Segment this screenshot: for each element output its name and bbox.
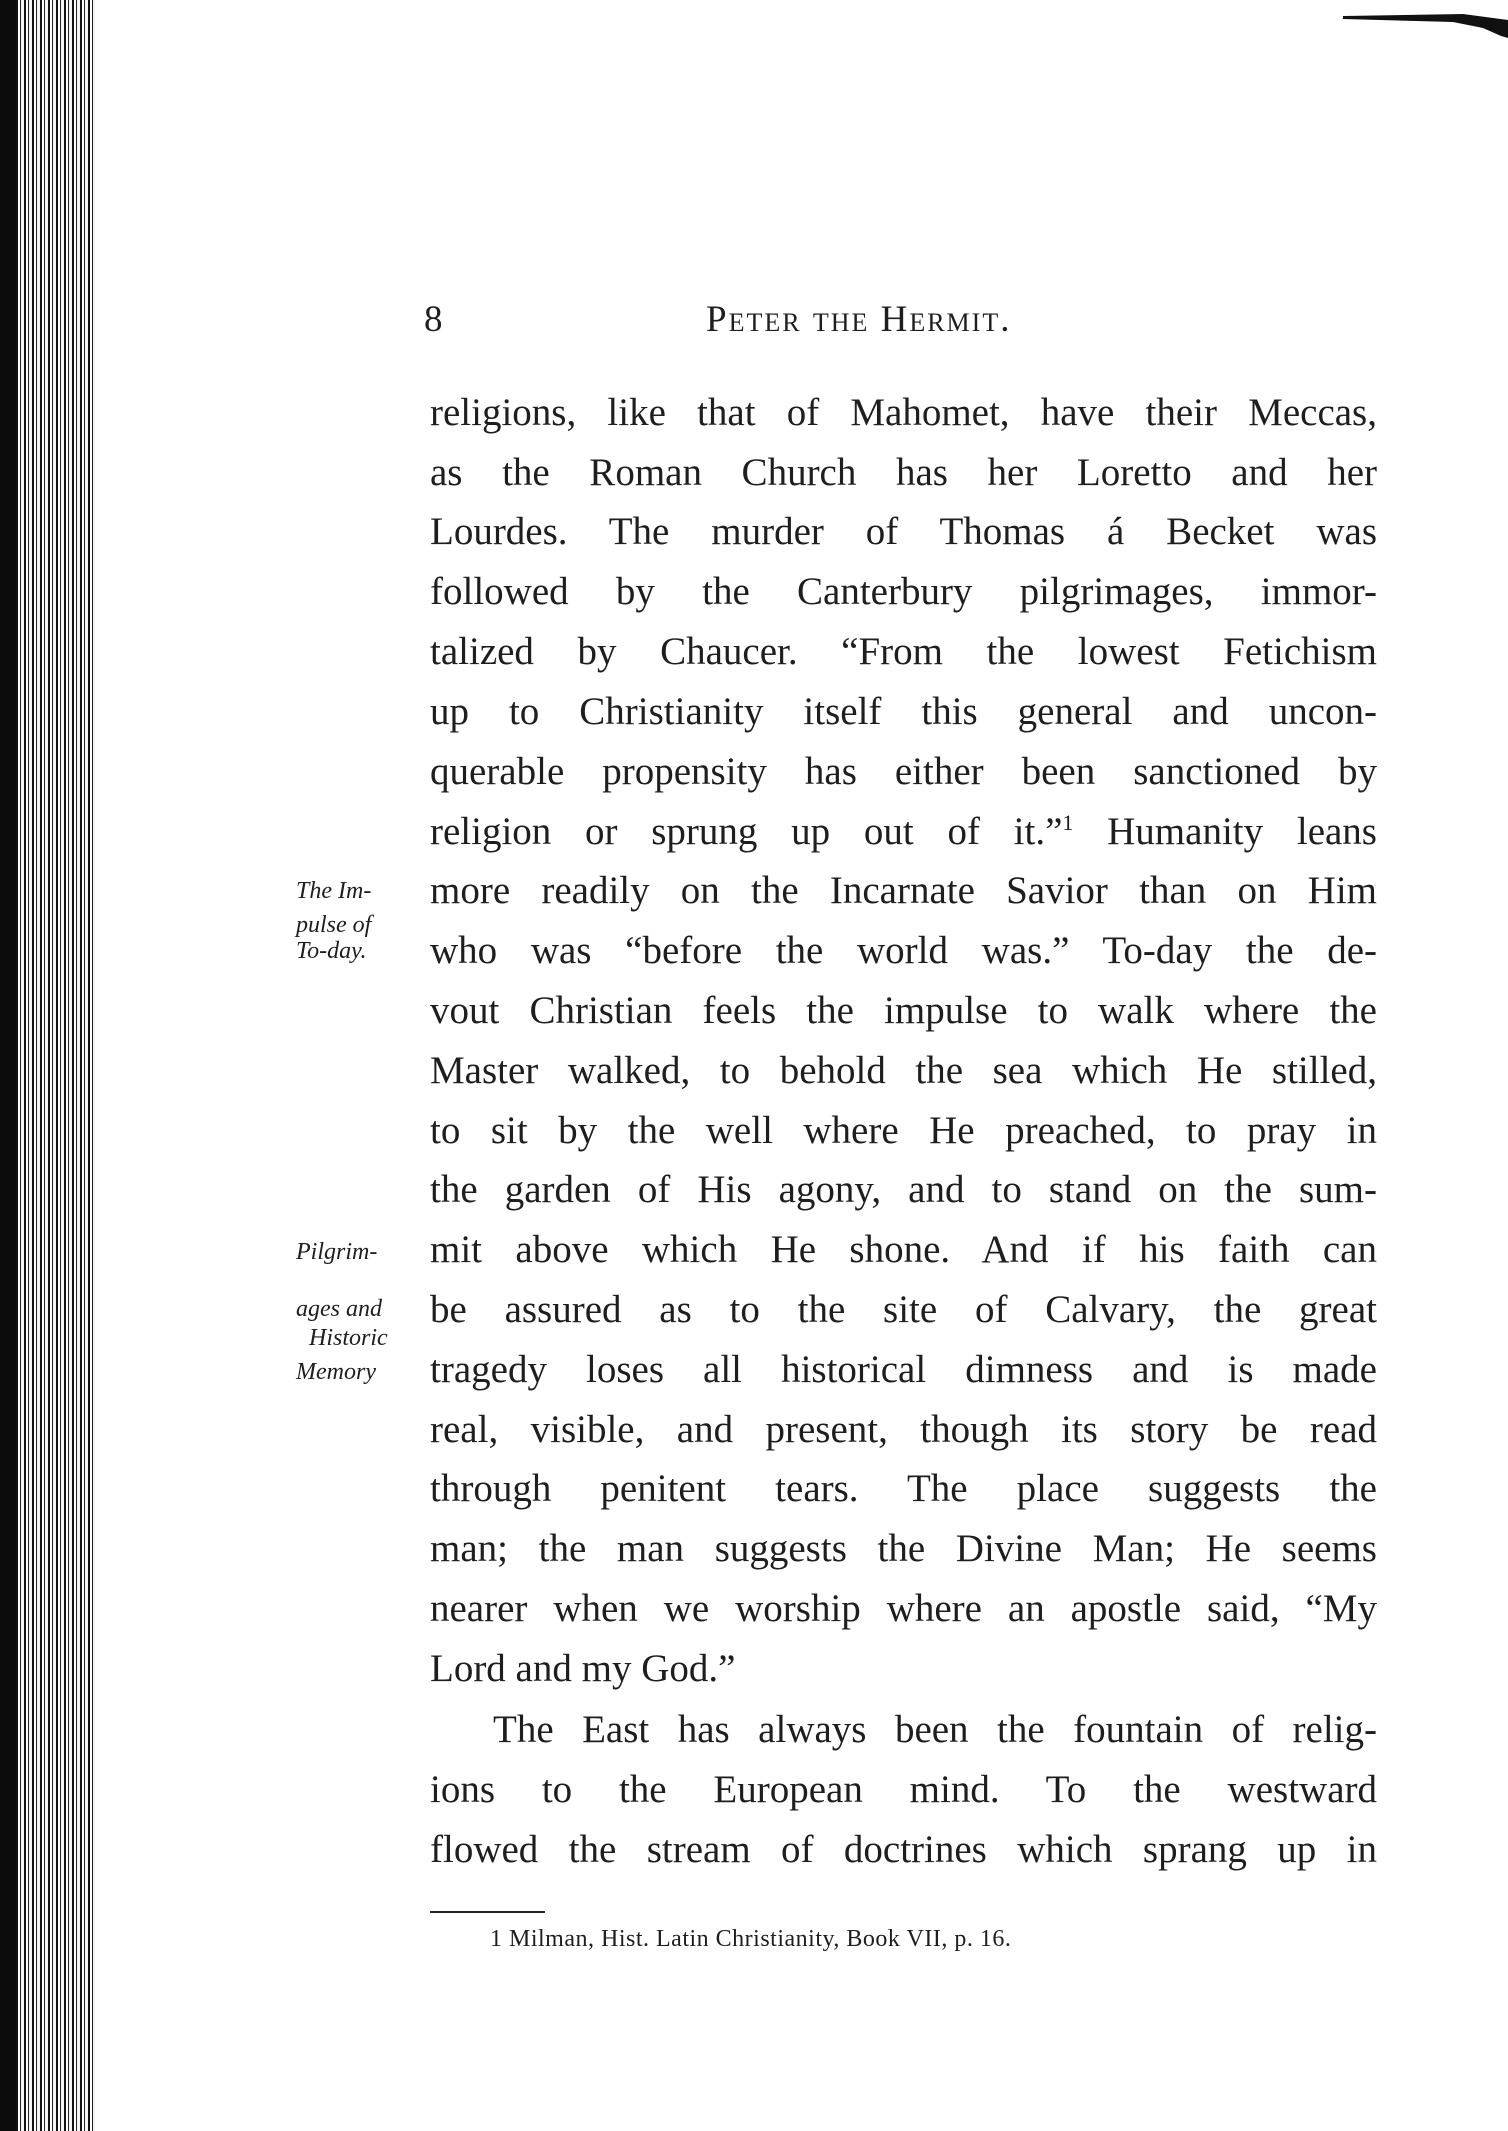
text-line: ions to the European mind. To the westward (430, 1768, 1377, 1811)
text-line: the garden of His agony, and to stand on the sum- (430, 1168, 1377, 1211)
sidenote-line: The Im- (296, 878, 372, 904)
text-line: Lord and my God.” (430, 1647, 736, 1690)
text-line: querable propensity has either been sanctioned by (430, 750, 1377, 793)
text-line: be assured as to the site of Calvary, the great (430, 1288, 1377, 1331)
binding-shadow (0, 0, 16, 2131)
text-line: through penitent tears. The place suggests the (430, 1467, 1377, 1510)
text-line: who was “before the world was.” To-day the de- (430, 929, 1377, 972)
sidenote-line: To-day. (296, 938, 367, 964)
text-line: to sit by the well where He preached, to pray in (430, 1109, 1377, 1152)
footnote-reference: 1 (1062, 810, 1074, 835)
sidenote-line: Pilgrim- (296, 1239, 378, 1265)
text-line: man; the man suggests the Divine Man; He seems (430, 1527, 1377, 1570)
text-line: real, visible, and present, though its story be read (430, 1408, 1377, 1451)
text-line: followed by the Canterbury pilgrimages, immor- (430, 570, 1377, 613)
text-line: as the Roman Church has her Loretto and her (430, 451, 1377, 494)
text-line: mit above which He shone. And if his faith can (430, 1228, 1377, 1271)
text-fragment: Humanity leans (1107, 810, 1377, 853)
footnote-rule (430, 1911, 545, 1913)
sidenote-line: Memory (296, 1359, 376, 1385)
sidenote-line: Historic (309, 1325, 388, 1351)
text-line: more readily on the Incarnate Savior than on Him (430, 869, 1377, 912)
text-fragment: religion or sprung up out of it.” (430, 810, 1063, 853)
text-line: vout Christian feels the impulse to walk where the (430, 989, 1377, 1032)
footnote-marker: 1 (490, 1926, 503, 1952)
footnote-text: Milman, Hist. Latin Christianity, Book VII, p. 16. (509, 1926, 1012, 1952)
page-header (424, 298, 1104, 348)
text-line: flowed the stream of doctrines which sprang up in (430, 1828, 1377, 1871)
text-line: talized by Chaucer. “From the lowest Fetichism (430, 630, 1377, 673)
running-title: Peter the Hermit. (706, 299, 1012, 340)
text-line: Lourdes. The murder of Thomas á Becket was (430, 510, 1377, 553)
text-line: nearer when we worship where an apostle said, “My (430, 1587, 1377, 1630)
footnote (490, 1924, 1011, 1954)
sidenote-line: ages and (296, 1296, 382, 1322)
text-line: up to Christianity itself this general and uncon- (430, 690, 1377, 733)
text-line: The East has always been the fountain of relig- (493, 1708, 1377, 1751)
sidenote-line: pulse of (296, 912, 372, 938)
page-number: 8 (424, 299, 443, 340)
text-line-with-footnote (430, 803, 1377, 861)
text-line: religions, like that of Mahomet, have their Meccas, (430, 391, 1377, 434)
text-line: tragedy loses all historical dimness and is made (430, 1348, 1377, 1391)
text-line: Master walked, to behold the sea which He stilled, (430, 1049, 1377, 1092)
scan-corner-mark (1343, 8, 1508, 38)
